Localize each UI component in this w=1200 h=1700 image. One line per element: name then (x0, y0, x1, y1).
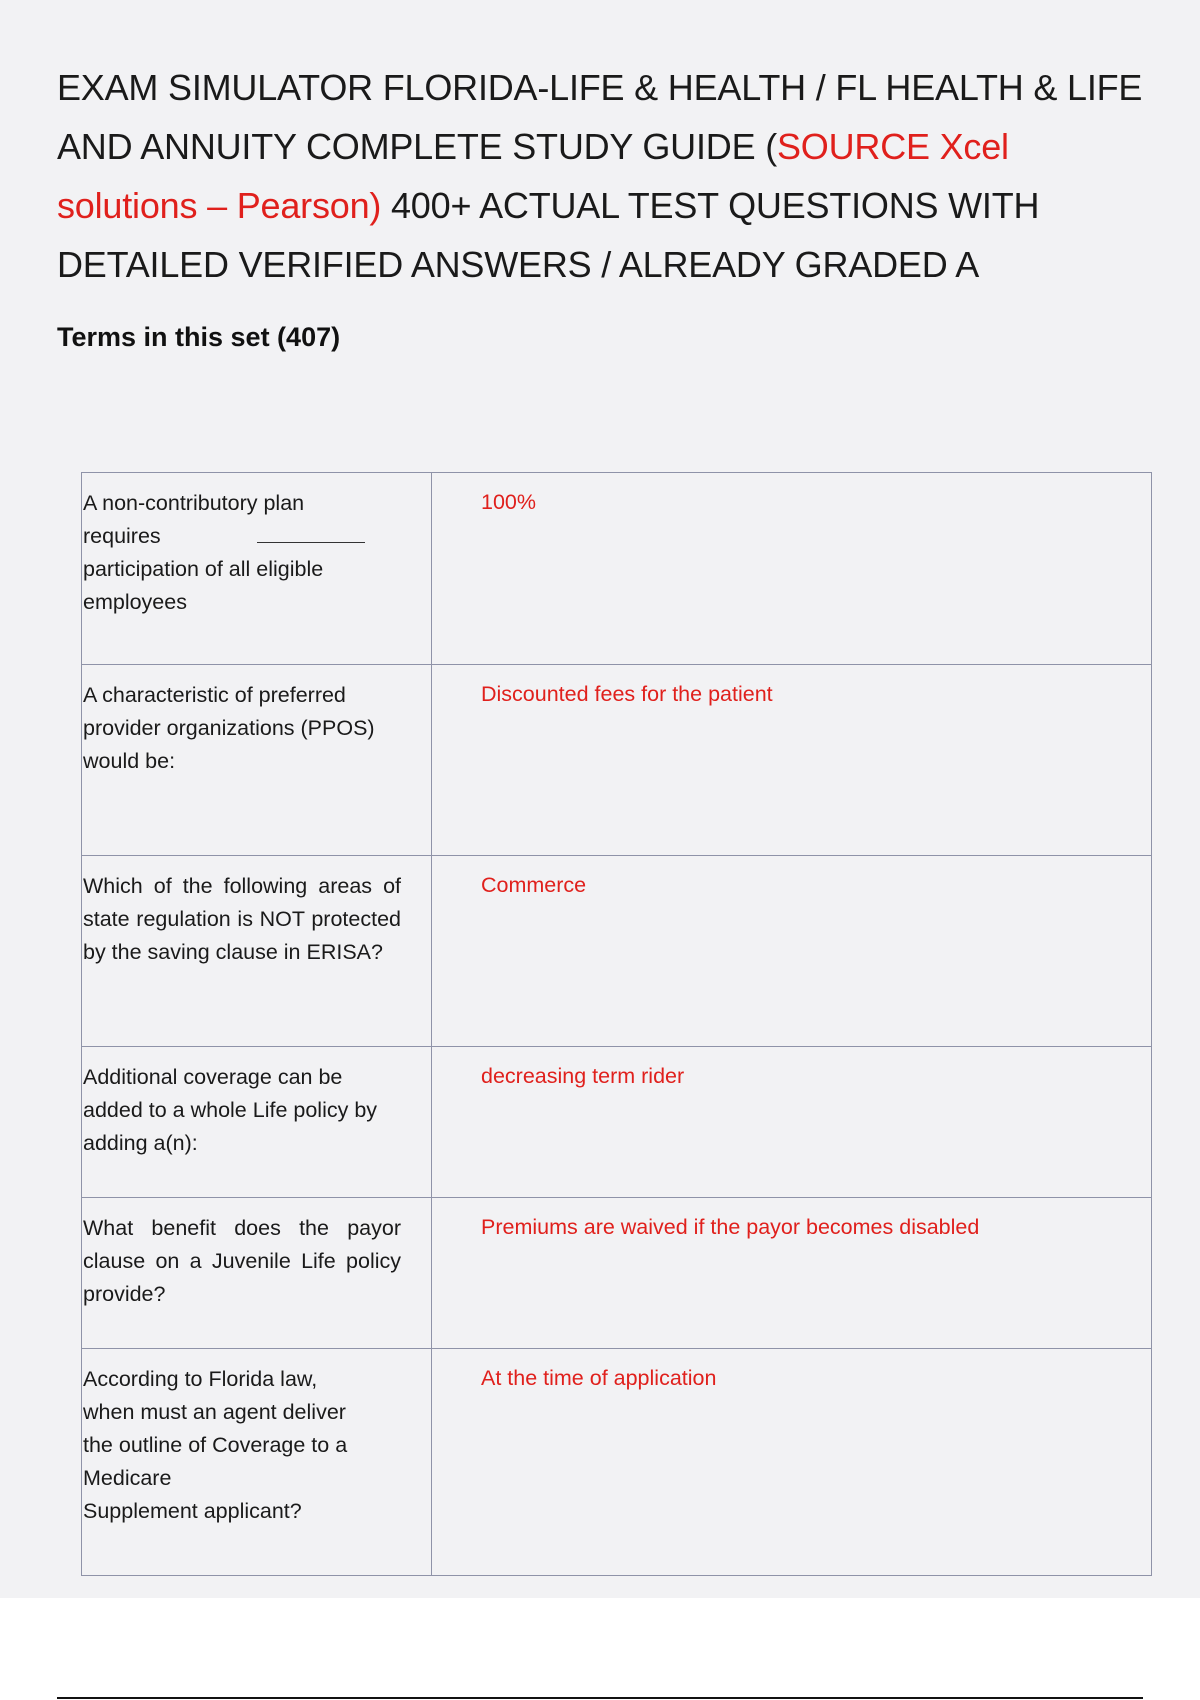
question-line: when must an agent deliver (83, 1400, 346, 1424)
table-row (82, 1198, 1152, 1349)
terms-count-heading: Terms in this set (407) (57, 322, 341, 352)
answer-cell: 100% (432, 473, 1152, 665)
question-cell: What benefit does the payor clause on a Juvenile Life policy provide? (82, 1198, 432, 1349)
answer-cell: Discounted fees for the patient (432, 665, 1152, 856)
answer-cell: At the time of application (432, 1349, 1152, 1576)
fill-in-blank (257, 522, 365, 543)
question-cell: Additional coverage can be added to a whole Life policy by adding a(n): (82, 1047, 432, 1198)
table-row (82, 473, 1152, 665)
title-source-highlight: SOURCE Xcel solutions – Pearson) (57, 126, 1009, 226)
question-line: employees (83, 590, 187, 614)
flashcard-table (81, 472, 1152, 1576)
question-line: A non-contributory plan (83, 491, 305, 515)
question-cell (82, 1349, 432, 1576)
table-row (82, 1047, 1152, 1198)
question-line: Medicare (83, 1466, 172, 1490)
question-cell (82, 473, 432, 665)
answer-cell: decreasing term rider (432, 1047, 1152, 1198)
question-line: requires (83, 520, 401, 553)
footer-divider (57, 1697, 1143, 1699)
question-cell: A characteristic of preferred provider organizations (PPOS) would be: (82, 665, 432, 856)
table-row (82, 665, 1152, 856)
table-row (82, 1349, 1152, 1576)
table-row (82, 856, 1152, 1047)
answer-cell: Premiums are waived if the payor becomes disabled (432, 1198, 1152, 1349)
title-text-part1: EXAM SIMULATOR FLORIDA-LIFE & HEALTH / FL HEALTH & LIFE AND ANNUITY COMPLETE STUDY GUIDE ( (57, 67, 1143, 167)
question-line: the outline of Coverage to a (83, 1433, 348, 1457)
document-title (57, 58, 1147, 294)
title-text-part2: 400+ ACTUAL TEST QUESTIONS WITH DETAILED VERIFIED ANSWERS / ALREADY GRADED A (57, 185, 1040, 285)
answer-cell: Commerce (432, 856, 1152, 1047)
question-cell: Which of the following areas of state regulation is NOT protected by the saving clause in ERISA? (82, 856, 432, 1047)
question-line: participation of all eligible (83, 557, 324, 581)
question-line: Supplement applicant? (83, 1499, 302, 1523)
question-line: According to Florida law, (83, 1367, 318, 1391)
